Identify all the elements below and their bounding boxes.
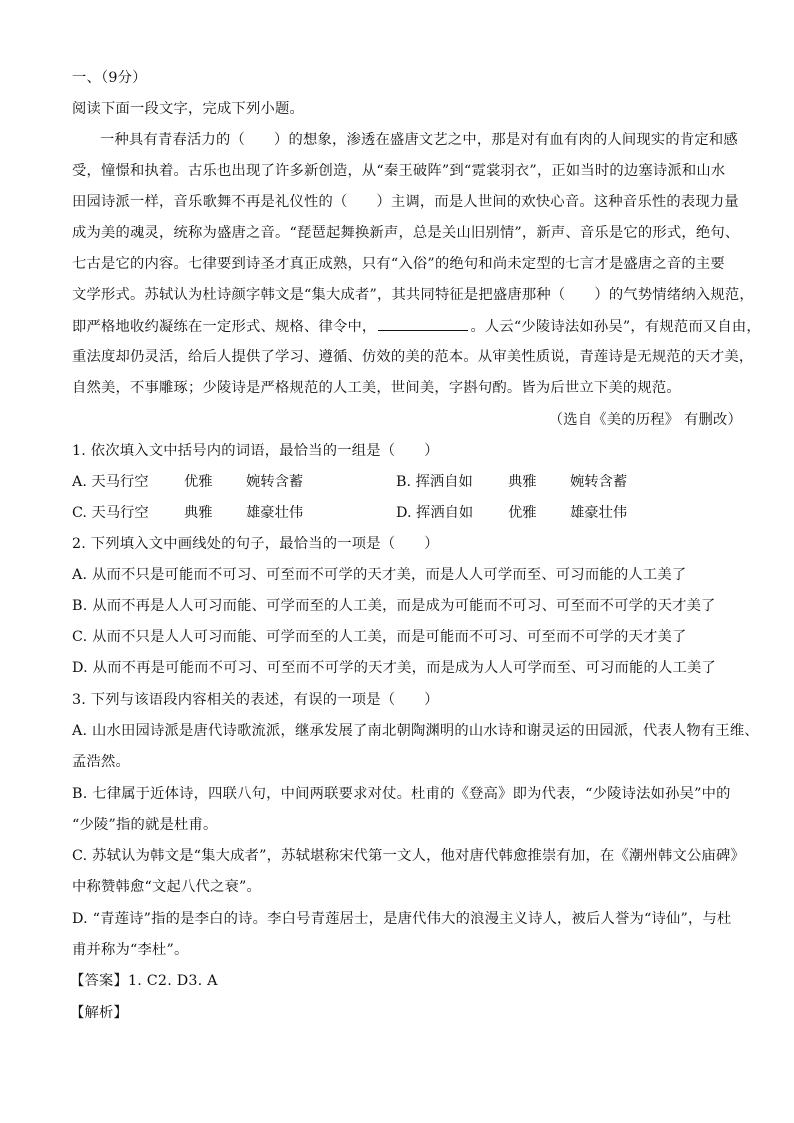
passage-line-3: 田园诗派一样，音乐歌舞不再是礼仪性的（ ）主调，而是人世间的欢快心音。这种音乐性的表现力量 <box>72 194 739 210</box>
section-instruction: 阅读下面一段文字，完成下列小题。 <box>72 101 304 117</box>
analysis-label: 【解析】 <box>70 1005 128 1021</box>
q1-stem: 1. 依次填入文中括号内的词语，最恰当的一组是（ ） <box>72 443 439 459</box>
q1-option-b-word3: 婉转含蓄 <box>570 474 628 490</box>
passage-line-1: 一种具有青春活力的（ ）的想象，渗透在盛唐文艺之中，那是对有血有肉的人间现实的肯定和感 <box>100 132 738 148</box>
passage-line-2: 受，憧憬和执着。古乐也出现了许多新创造，从“秦王破阵”到“霓裳羽衣”，正如当时的边塞诗派和山水 <box>72 163 726 179</box>
q1-options-row-2 <box>72 503 772 523</box>
q2-stem: 2. 下列填入文中画线处的句子，最恰当的一项是（ ） <box>72 536 439 552</box>
q1-option-c: C. 天马行空 <box>72 505 149 521</box>
q3-option-d-line-1: D. “青莲诗”指的是李白的诗。李白号青莲居士，是唐代伟大的浪漫主义诗人，被后人誉为“诗仙”，与杜 <box>72 911 732 927</box>
passage-line-7-end: 。人云“少陵诗法如孙吴”，有规范而又自由， <box>470 319 761 335</box>
passage-line-9: 自然美，不事雕琢；少陵诗是严格规范的人工美，世间美，字斟句酌。皆为后世立下美的规范。 <box>72 380 681 396</box>
q1-option-d-word2: 优雅 <box>508 505 537 521</box>
q3-option-a-line-1: A. 山水田园诗派是唐代诗歌流派，继承发展了南北朝陶渊明的山水诗和谢灵运的田园派，代表人物有王维、 <box>72 723 759 739</box>
q3-option-d-line-2: 甫并称为“李杜”。 <box>72 942 189 958</box>
q3-stem: 3. 下列与该语段内容相关的表述，有误的一项是（ ） <box>72 692 439 708</box>
passage-line-7-start: 即严格地收约凝练在一定形式、规格、律令中， <box>72 319 377 335</box>
passage-line-4: 成为美的魂灵，统称为盛唐之音。“琵琶起舞换新声，总是关山旧别情”，新声、音乐是它的形式，绝句、 <box>72 225 740 241</box>
q2-option-d: D. 从而不再是可能而不可习、可至而不可学的天才美，而是成为人人可学而至、可习而能的人工美了 <box>72 660 717 676</box>
section-title: 一、（9分） <box>72 70 147 86</box>
q2-option-c: C. 从而不只是人人可习而能、可学而至的人工美，而是可能而不可习、可至而不可学的天才美了 <box>72 629 687 645</box>
passage-line-6: 文学形式。苏轼认为杜诗颜字韩文是“集大成者”，其共同特征是把盛唐那种（ ）的气势情绪纳入规范， <box>72 287 754 303</box>
q3-option-b-line-2: “少陵”指的就是杜甫。 <box>72 817 218 833</box>
passage-source: （选自《美的历程》 有删改） <box>548 412 742 428</box>
fill-blank-underline <box>378 316 468 331</box>
answer-text: 1. C2. D3. A <box>128 973 218 989</box>
q2-option-a: A. 从而不只是可能而不可习、可至而不可学的天才美，而是人人可学而至、可习而能的人工美了 <box>72 567 687 583</box>
answer-line <box>70 971 218 991</box>
q1-option-c-word3: 雄豪壮伟 <box>246 505 304 521</box>
q3-option-c-line-2: 中称赞韩愈“文起八代之衰”。 <box>72 879 261 895</box>
answer-label: 【答案】 <box>70 973 128 989</box>
q1-option-d: D. 挥洒自如 <box>396 505 474 521</box>
q1-option-b: B. 挥洒自如 <box>396 474 473 490</box>
q1-option-c-word2: 典雅 <box>184 505 213 521</box>
q2-option-b: B. 从而不再是人人可习而能、可学而至的人工美，而是成为可能而不可习、可至而不可学的天才美了 <box>72 598 716 614</box>
q1-option-d-word3: 雄豪壮伟 <box>570 505 628 521</box>
q1-option-a-word2: 优雅 <box>184 474 213 490</box>
q1-options-row-1 <box>72 472 772 492</box>
q3-option-b-line-1: B. 七律属于近体诗，四联八句，中间两联要求对仗。杜甫的《登高》即为代表，“少陵诗法如孙吴”中的 <box>72 786 731 802</box>
passage-line-7 <box>72 316 761 337</box>
q1-option-b-word2: 典雅 <box>508 474 537 490</box>
passage-line-8: 重法度却仍灵活，给后人提供了学习、遵循、仿效的美的范本。从审美性质说，青莲诗是无规范的天才美， <box>72 349 754 365</box>
q1-option-a: A. 天马行空 <box>72 474 149 490</box>
q1-option-a-word3: 婉转含蓄 <box>246 474 304 490</box>
passage-line-5: 七古是它的内容。七律要到诗圣才真正成熟，只有“入俗”的绝句和尚未定型的七言才是盛唐之音的主要 <box>72 256 725 272</box>
q3-option-c-line-1: C. 苏轼认为韩文是“集大成者”，苏轼堪称宋代第一文人，他对唐代韩愈推崇有加，在《潮州韩文公庙碑》 <box>72 848 745 864</box>
q3-option-a-line-2: 孟浩然。 <box>72 754 130 770</box>
